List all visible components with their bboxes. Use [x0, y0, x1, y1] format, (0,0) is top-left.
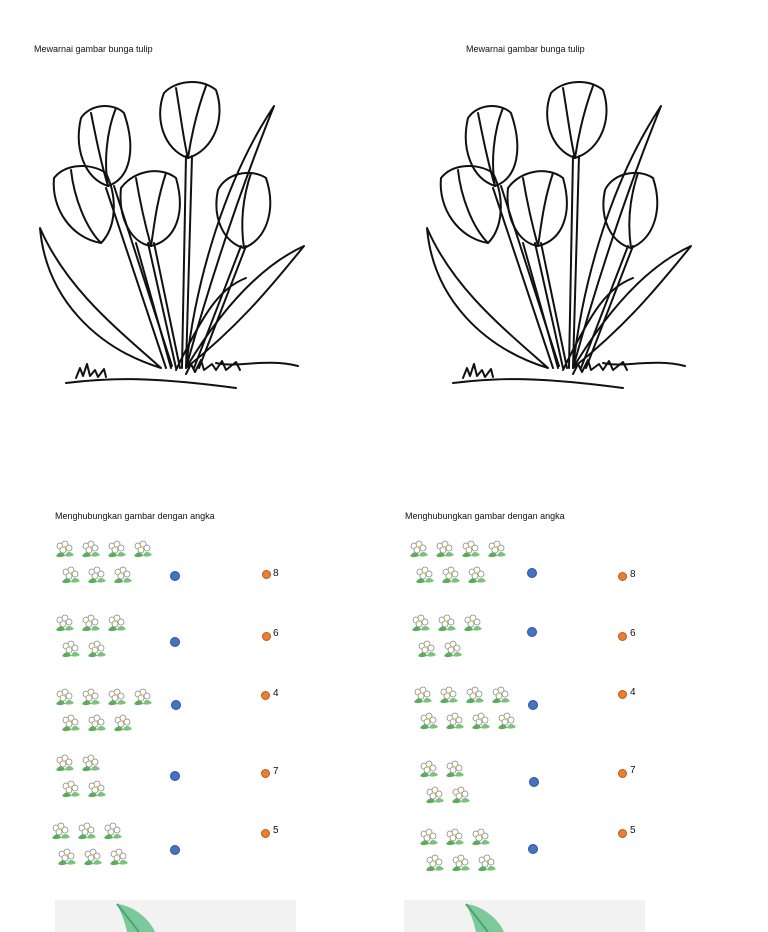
flower-icon — [424, 854, 446, 874]
flower-icon — [80, 614, 102, 634]
flower-icon — [444, 828, 466, 848]
flower-icon — [436, 614, 458, 634]
answer-number: 6 — [630, 628, 636, 639]
flower-icon — [60, 640, 82, 660]
flower-icon — [470, 828, 492, 848]
flower-icon — [86, 640, 108, 660]
coloring-title-right: Mewarnai gambar bunga tulip — [466, 44, 585, 54]
flower-icon — [464, 686, 486, 706]
flower-group — [418, 760, 528, 810]
flower-icon — [450, 854, 472, 874]
connect-dot[interactable] — [170, 571, 180, 581]
answer-number: 8 — [273, 568, 279, 579]
flower-icon — [486, 540, 508, 560]
flower-icon — [56, 848, 78, 868]
flower-icon — [54, 540, 76, 560]
flower-icon — [416, 640, 438, 660]
flower-icon — [112, 714, 134, 734]
flower-icon — [132, 540, 154, 560]
flower-icon — [60, 780, 82, 800]
answer-number: 7 — [273, 766, 279, 777]
connect-dot[interactable] — [528, 844, 538, 854]
number-dot[interactable] — [618, 690, 627, 699]
flower-icon — [106, 688, 128, 708]
flower-icon — [412, 686, 434, 706]
flower-icon — [440, 566, 462, 586]
answer-number: 4 — [273, 688, 279, 699]
flower-icon — [442, 640, 464, 660]
flower-group — [54, 754, 164, 804]
connect-dot[interactable] — [170, 845, 180, 855]
flower-icon — [418, 760, 440, 780]
flower-icon — [102, 822, 124, 842]
flower-icon — [82, 848, 104, 868]
flower-icon — [60, 714, 82, 734]
flower-icon — [490, 686, 512, 706]
flower-icon — [418, 712, 440, 732]
footer-image-right — [404, 900, 645, 932]
flower-group — [412, 686, 532, 736]
flower-icon — [444, 712, 466, 732]
flower-icon — [434, 540, 456, 560]
connect-dot[interactable] — [170, 771, 180, 781]
tulip-picture-left — [36, 78, 306, 393]
flower-icon — [54, 614, 76, 634]
answer-number: 4 — [630, 687, 636, 698]
flower-icon — [86, 566, 108, 586]
matching-title-right: Menghubungkan gambar dengan angka — [405, 511, 565, 521]
flower-icon — [86, 714, 108, 734]
flower-icon — [80, 540, 102, 560]
number-dot[interactable] — [618, 829, 627, 838]
flower-icon — [470, 712, 492, 732]
number-dot[interactable] — [261, 829, 270, 838]
answer-number: 5 — [273, 825, 279, 836]
flower-icon — [80, 754, 102, 774]
flower-icon — [60, 566, 82, 586]
flower-icon — [80, 688, 102, 708]
leaf-icon — [55, 900, 296, 932]
flower-icon — [108, 848, 130, 868]
connect-dot[interactable] — [171, 700, 181, 710]
flower-icon — [418, 828, 440, 848]
flower-icon — [496, 712, 518, 732]
flower-icon — [408, 540, 430, 560]
connect-dot[interactable] — [170, 637, 180, 647]
number-dot[interactable] — [261, 691, 270, 700]
number-dot[interactable] — [618, 769, 627, 778]
flower-icon — [132, 688, 154, 708]
connect-dot[interactable] — [528, 700, 538, 710]
flower-icon — [106, 540, 128, 560]
flower-icon — [476, 854, 498, 874]
flower-group — [54, 614, 164, 664]
flower-icon — [466, 566, 488, 586]
coloring-title-left: Mewarnai gambar bunga tulip — [34, 44, 153, 54]
number-dot[interactable] — [618, 632, 627, 641]
flower-icon — [460, 540, 482, 560]
number-dot[interactable] — [261, 769, 270, 778]
flower-icon — [438, 686, 460, 706]
flower-group — [410, 614, 520, 664]
flower-group — [50, 822, 160, 872]
flower-group — [418, 828, 528, 878]
flower-icon — [414, 566, 436, 586]
answer-number: 7 — [630, 765, 636, 776]
leaf-icon — [404, 900, 645, 932]
flower-icon — [450, 786, 472, 806]
flower-icon — [424, 786, 446, 806]
answer-number: 8 — [630, 569, 636, 580]
flower-icon — [462, 614, 484, 634]
flower-icon — [112, 566, 134, 586]
flower-icon — [86, 780, 108, 800]
answer-number: 5 — [630, 825, 636, 836]
flower-icon — [410, 614, 432, 634]
flower-icon — [106, 614, 128, 634]
connect-dot[interactable] — [527, 568, 537, 578]
number-dot[interactable] — [618, 572, 627, 581]
flower-group — [54, 540, 164, 590]
flower-group — [408, 540, 518, 590]
number-dot[interactable] — [262, 632, 271, 641]
number-dot[interactable] — [262, 570, 271, 579]
flower-icon — [444, 760, 466, 780]
answer-number: 6 — [273, 628, 279, 639]
connect-dot[interactable] — [527, 627, 537, 637]
flower-icon — [54, 754, 76, 774]
tulip-picture-right — [423, 78, 693, 393]
flower-icon — [50, 822, 72, 842]
flower-icon — [76, 822, 98, 842]
matching-title-left: Menghubungkan gambar dengan angka — [55, 511, 215, 521]
flower-icon — [54, 688, 76, 708]
connect-dot[interactable] — [529, 777, 539, 787]
flower-group — [54, 688, 174, 738]
footer-image-left — [55, 900, 296, 932]
